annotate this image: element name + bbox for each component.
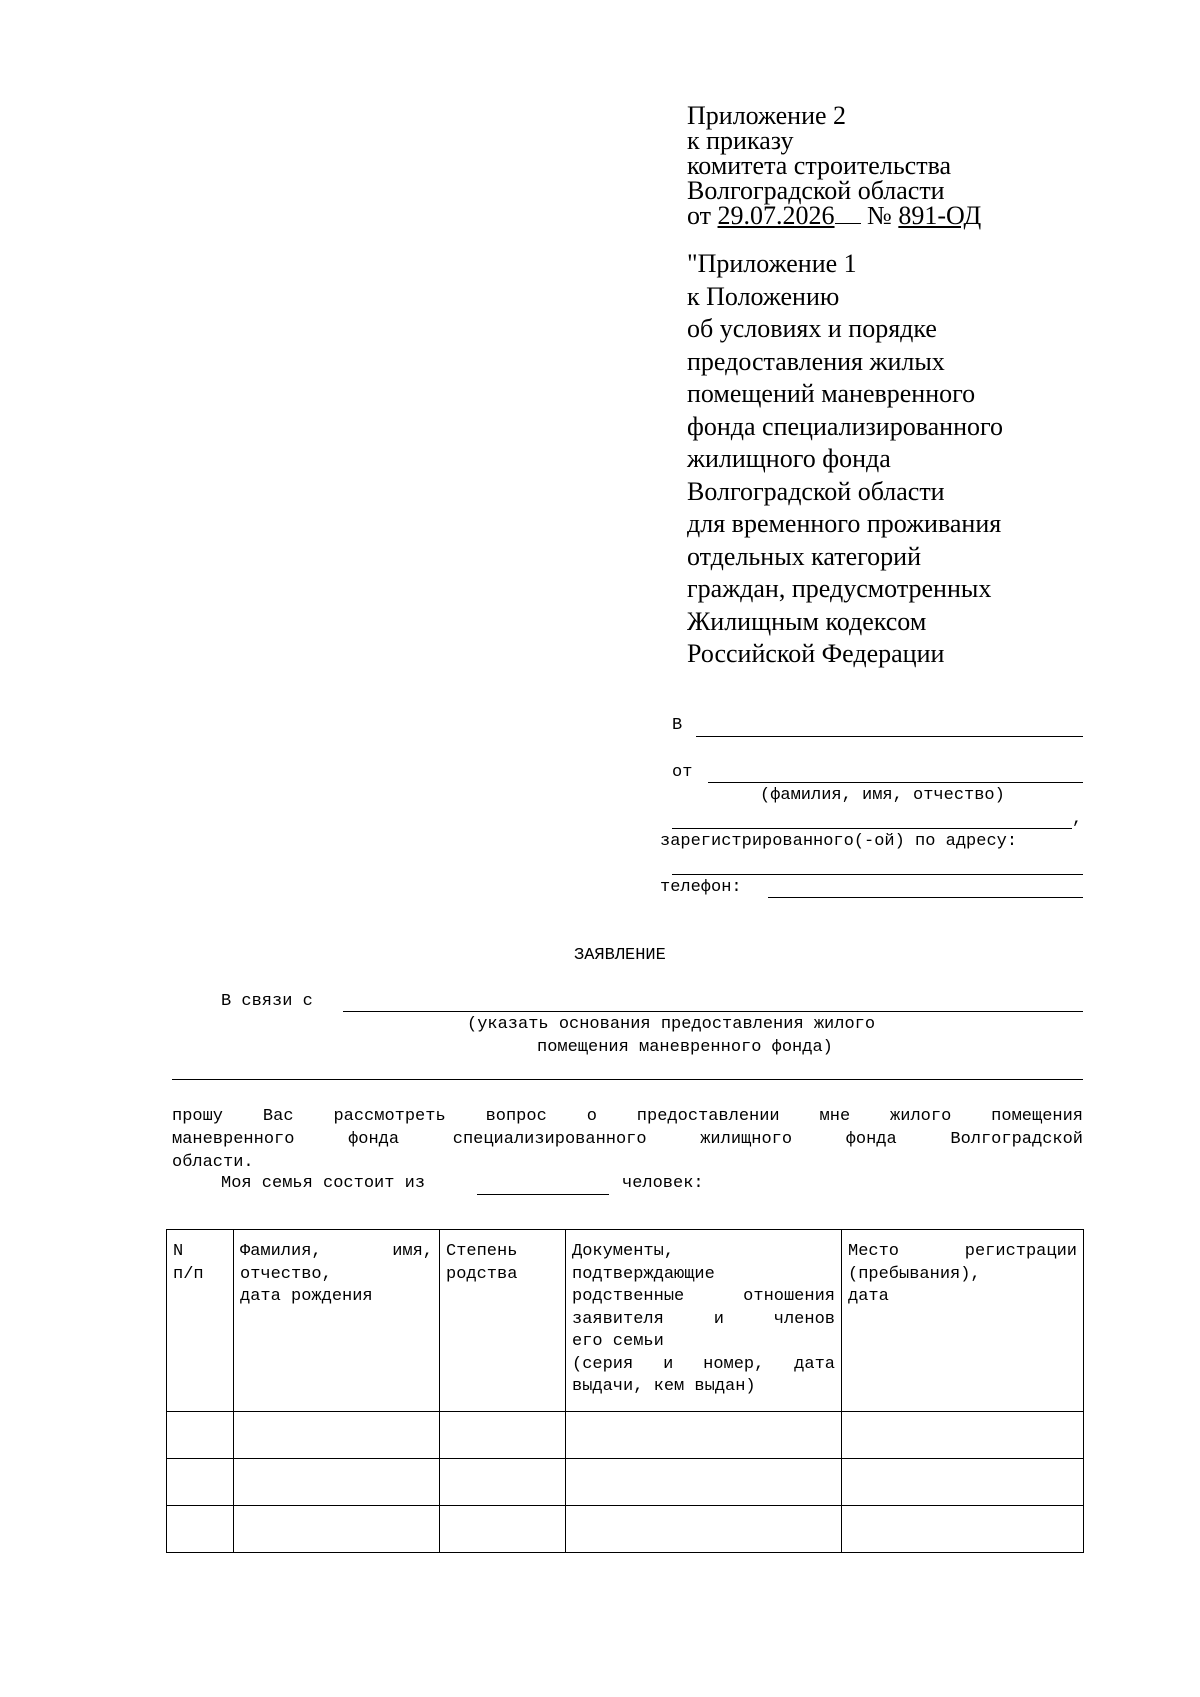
in-connection-label: В связи с: [221, 992, 313, 1011]
phone-field-line[interactable]: [768, 897, 1083, 898]
appendix1-line: Волгоградской области: [687, 476, 945, 506]
table-header-row: [167, 1230, 1084, 1412]
appendix1-line: фонда специализированного: [687, 411, 1004, 441]
from-label: от: [672, 763, 693, 782]
appendix1-line: Российской Федерации: [687, 639, 945, 668]
fio-continuation-line[interactable]: [672, 828, 1072, 829]
fio-field-line[interactable]: [708, 782, 1083, 783]
table-cell[interactable]: [566, 1412, 842, 1459]
fio-comma: ,: [1072, 810, 1083, 829]
appendix1-line: к Положению: [687, 281, 840, 311]
appendix1-line: отдельных категорий: [687, 541, 922, 571]
family-prefix: Моя семья состоит из: [221, 1174, 426, 1193]
table-cell[interactable]: [234, 1506, 440, 1553]
table-row: [167, 1459, 1084, 1506]
table-cell[interactable]: [167, 1506, 234, 1553]
appendix1-line: "Приложение 1: [687, 249, 857, 278]
request-line: прошу Вас рассмотреть вопрос о предоставлении мне жилого помещения: [172, 1107, 1083, 1126]
appendix1-line: предоставления жилых: [687, 346, 945, 376]
appendix1-line: помещений маневренного: [687, 379, 976, 408]
order-date: 29.07.2026: [717, 201, 835, 230]
table-cell[interactable]: [566, 1506, 842, 1553]
fio-hint: (фамилия, имя, отчество): [760, 786, 1005, 805]
table-row: [167, 1506, 1084, 1553]
reason-hint-1: (указать основания предоставления жилого: [467, 1015, 876, 1034]
order-number-label: №: [867, 201, 892, 230]
to-label: В: [672, 716, 683, 735]
appendix-line: Волгоградской области: [687, 176, 945, 205]
to-field-line[interactable]: [696, 736, 1083, 737]
table-cell[interactable]: [440, 1506, 566, 1553]
appendix1-line: об условиях и порядке: [687, 314, 937, 343]
appendix1-line: жилищного фонда: [687, 444, 891, 473]
request-line: области.: [172, 1153, 254, 1172]
appendix-line: к приказу: [687, 126, 794, 155]
header-number: N п/п: [167, 1230, 234, 1412]
appendix-line: Приложение 2: [687, 101, 847, 130]
table-cell[interactable]: [440, 1412, 566, 1459]
header-fio: Фамилия, имя, отчество, дата рождения: [234, 1230, 440, 1412]
family-members-table: [166, 1229, 1084, 1553]
appendix1-line: Жилищным кодексом: [687, 606, 927, 636]
reason-continuation-line[interactable]: [172, 1079, 1083, 1080]
order-date-number: [687, 203, 1107, 228]
table-cell[interactable]: [167, 1459, 234, 1506]
table-cell[interactable]: [440, 1459, 566, 1506]
table-cell[interactable]: [234, 1459, 440, 1506]
address-field-line[interactable]: [672, 874, 1083, 875]
appendix1-line: граждан, предусмотренных: [687, 574, 992, 603]
header-documents: Документы, подтверждающие родственные отношения заявителя и членов его семьи (серия и номер, дата выдачи, кем выдан): [566, 1230, 842, 1412]
table-cell[interactable]: [566, 1459, 842, 1506]
request-paragraph: [172, 1105, 1083, 1174]
family-suffix: человек:: [622, 1174, 704, 1193]
order-number: 891-ОД: [898, 201, 982, 230]
appendix1-line: для временного проживания: [687, 509, 1002, 538]
table-cell[interactable]: [842, 1412, 1084, 1459]
table-cell[interactable]: [842, 1506, 1084, 1553]
header-relation: Степень родства: [440, 1230, 566, 1412]
family-count-field-line[interactable]: [477, 1194, 609, 1195]
regulation-appendix-block: [687, 248, 1107, 671]
header-registration: Место регистрации (пребывания), дата: [842, 1230, 1084, 1412]
table-cell[interactable]: [842, 1459, 1084, 1506]
table-cell[interactable]: [234, 1412, 440, 1459]
date-underline: [835, 205, 861, 224]
reason-hint-2: помещения маневренного фонда): [537, 1038, 833, 1057]
reason-field-line[interactable]: [343, 1011, 1083, 1012]
phone-label: телефон:: [660, 878, 742, 897]
table-row: [167, 1412, 1084, 1459]
registered-label: зарегистрированного(-ой) по адресу:: [660, 832, 1018, 851]
order-from-label: от: [687, 201, 712, 230]
appendix-line: комитета строительства: [687, 151, 952, 180]
order-appendix-block: [687, 103, 1107, 228]
request-line: маневренного фонда специализированного жилищного фонда Волгоградской: [172, 1130, 1083, 1149]
table-cell[interactable]: [167, 1412, 234, 1459]
statement-title: ЗАЯВЛЕНИЕ: [574, 946, 666, 965]
